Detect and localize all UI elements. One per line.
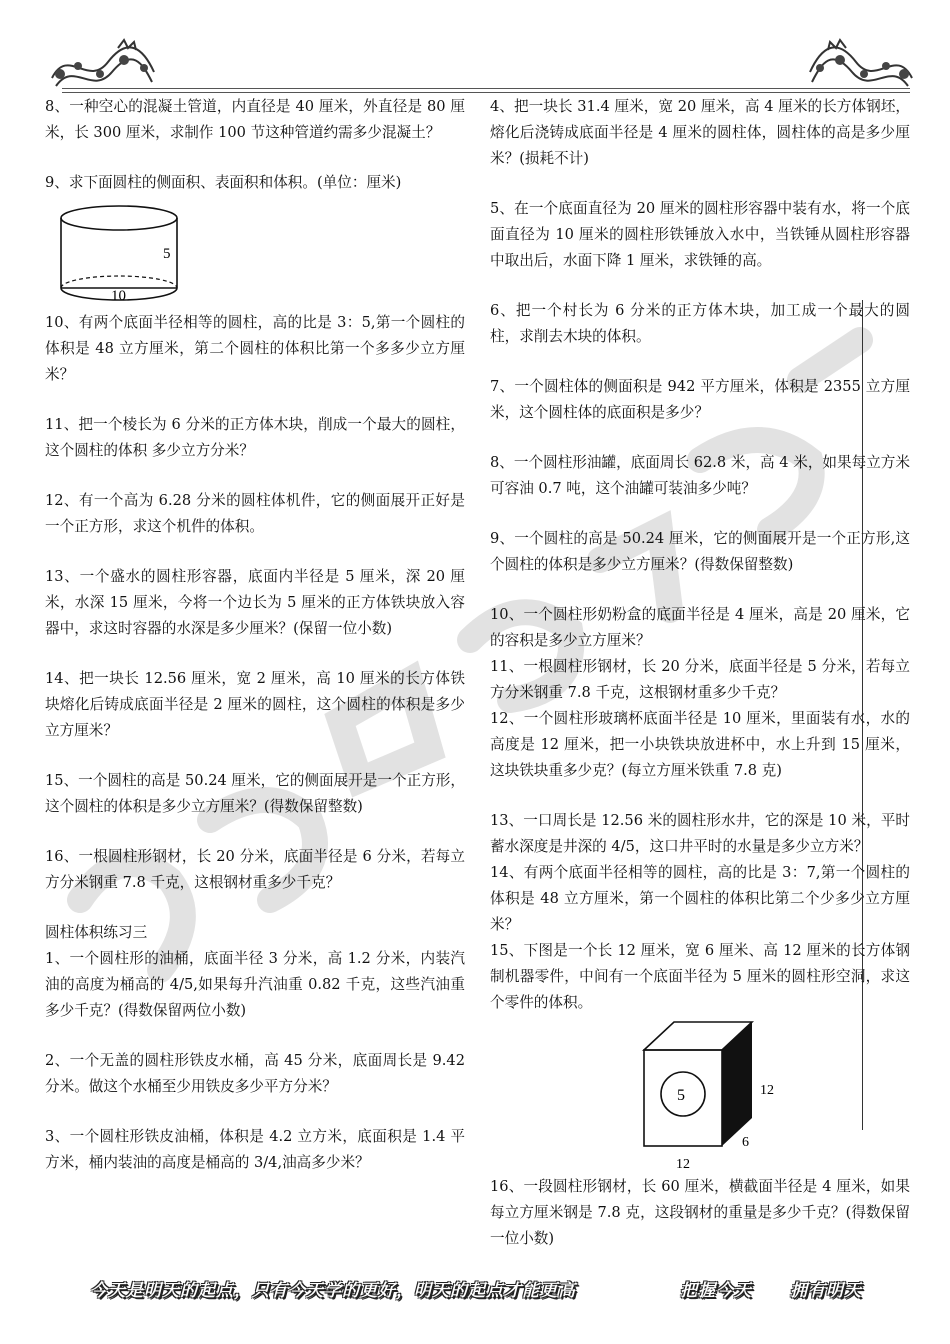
question-text: 16、一段圆柱形钢材，长 60 厘米，横截面半径是 4 厘米，如果每立方厘米钢是 7.8 克，这段钢材的重量是多少千克？(得数保留一位小数)	[490, 1178, 910, 1247]
question-text: 11、一根圆柱形钢材，长 20 分米，底面半径是 5 分米，若每立方分米钢重 7.8 千克，这根钢材重多少千克？	[490, 658, 910, 701]
cylinder-figure	[53, 202, 189, 306]
footer-tag: 把握今天	[680, 1281, 752, 1301]
question-text: 15、下图是一个长 12 厘米，宽 6 厘米、高 12 厘米的长方体钢制机器零件，中间有一个底面半径为 5 厘米的圆柱形空洞，求这个零件的体积。	[490, 942, 910, 1011]
footer-tag: 拥有明天	[790, 1281, 862, 1301]
question-text: 8、一个圆柱形油罐，底面周长 62.8 米，高 4 米，如果每立方米可容油 0.7 吨，这个油罐可装油多少吨？	[490, 454, 910, 497]
question-text: 4、把一块长 31.4 厘米，宽 20 厘米，高 4 厘米的长方体钢坯，熔化后浇铸成底面半径是 4 厘米的圆柱体，圆柱体的高是多少厘米？(损耗不计)	[490, 98, 910, 167]
question-text: 9、求下面圆柱的侧面积、表面积和体积。(单位：厘米)	[45, 174, 402, 191]
question-text: 12、一个圆柱形玻璃杯底面半径是 10 厘米，里面装有水，水的高度是 12 厘米，把一小块铁块放进杯中，水上升到 15 厘米，这块铁块重多少克？(每立方厘米铁重 7.8 克)	[490, 710, 910, 779]
question-text: 8、一种空心的混凝土管道，内直径是 40 厘米，外直径是 80 厘米，长 300 厘米，求制作 100 节这种管道约需多少混凝土？	[45, 98, 465, 141]
cuboid-height-label: 12	[760, 1083, 774, 1098]
footer-slogan: 今天是明天的起点，只有今天学的更好，明天的起点才能更高	[90, 1281, 576, 1301]
question-text: 5、在一个底面直径为 20 厘米的圆柱形容器中装有水，将一个底面直径为 10 厘米的圆柱形铁锤放入水中，当铁锤从圆柱形容器中取出后，水面下降 1 厘米，求铁锤的高。	[490, 200, 910, 269]
cylinder-diameter-label: 10	[111, 288, 126, 304]
question-text: 7、一个圆柱体的侧面积是 942 平方厘米，体积是 2355 立方厘米，这个圆柱体的底面积是多少？	[490, 378, 910, 421]
section-title: 圆柱体积练习三	[45, 924, 148, 941]
cylinder-height-label: 5	[163, 246, 171, 262]
cuboid-figure	[630, 1020, 790, 1170]
left-column	[45, 94, 465, 1176]
question-text: 16、一根圆柱形钢材，长 20 分米，底面半径是 6 分米，若每立方分米钢重 7.8 千克，这根钢材重多少千克？	[45, 848, 465, 891]
hole-radius-label: 5	[677, 1087, 685, 1104]
question-text: 13、一个盛水的圆柱形容器，底面内半径是 5 厘米，深 20 厘米，水深 15 厘米，今将一个边长为 5 厘米的正方体铁块放入容器中，求这时容器的水深是多少厘米？(保留一位小数)	[45, 568, 465, 637]
question-text: 2、一个无盖的圆柱形铁皮水桶，高 45 分米，底面周长是 9.42 分米。做这个水桶至少用铁皮多少平方分米？	[45, 1052, 465, 1095]
question-text: 9、一个圆柱的高是 50.24 厘米，它的侧面展开是一个正方形,这个圆柱的体积是多少立方厘米？(得数保留整数)	[490, 530, 910, 573]
cuboid-width-label: 6	[742, 1135, 749, 1150]
question-text: 12、有一个高为 6.28 分米的圆柱体机件，它的侧面展开正好是一个正方形，求这个机件的体积。	[45, 492, 465, 535]
question-text: 3、一个圆柱形铁皮油桶，体积是 4.2 立方米，底面积是 1.4 平方米，桶内装油的高度是桶高的 3/4,油高多少米？	[45, 1128, 465, 1171]
question-text: 6、把一个村长为 6 分米的正方体木块，加工成一个最大的圆柱，求削去木块的体积。	[490, 302, 910, 345]
header-rule	[62, 88, 910, 93]
question-text: 14、有两个底面半径相等的圆柱，高的比是 3：7,第一个圆柱的体积是 48 立方厘米，第一个圆柱的体积比第二个少多少立方厘米？	[490, 864, 910, 933]
question-text: 11、把一个棱长为 6 分米的正方体木块，削成一个最大的圆柱，这个圆柱的体积 多少立方分米？	[45, 416, 465, 459]
footer-slogan-bar	[90, 1276, 890, 1306]
question-text: 10、一个圆柱形奶粉盒的底面半径是 4 厘米，高是 20 厘米，它的容积是多少立方厘米？	[490, 606, 910, 649]
right-column	[490, 94, 910, 1252]
question-text: 15、一个圆柱的高是 50.24 厘米，它的侧面展开是一个正方形，这个圆柱的体积是多少立方厘米？(得数保留整数)	[45, 772, 465, 815]
question-text: 13、一口周长是 12.56 米的圆柱形水井，它的深是 10 米，平时蓄水深度是井深的 4/5，这口井平时的水量是多少立方米？	[490, 812, 910, 855]
question-text: 1、一个圆柱形的油桶，底面半径 3 分米，高 1.2 分米，内装汽油的高度为桶高的 4/5,如果每升汽油重 0.82 千克，这些汽油重多少千克？(得数保留两位小数)	[45, 950, 465, 1019]
question-text: 14、把一块长 12.56 厘米，宽 2 厘米，高 10 厘米的长方体铁块熔化后铸成底面半径是 2 厘米的圆柱，这个圆柱的体积是多少立方厘米？	[45, 670, 465, 739]
cuboid-length-label: 12	[676, 1157, 690, 1170]
question-text: 10、有两个底面半径相等的圆柱，高的比是 3：5,第一个圆柱的体积是 48 立方厘米，第二个圆柱的体积比第一个多多少立方厘米？	[45, 314, 465, 383]
